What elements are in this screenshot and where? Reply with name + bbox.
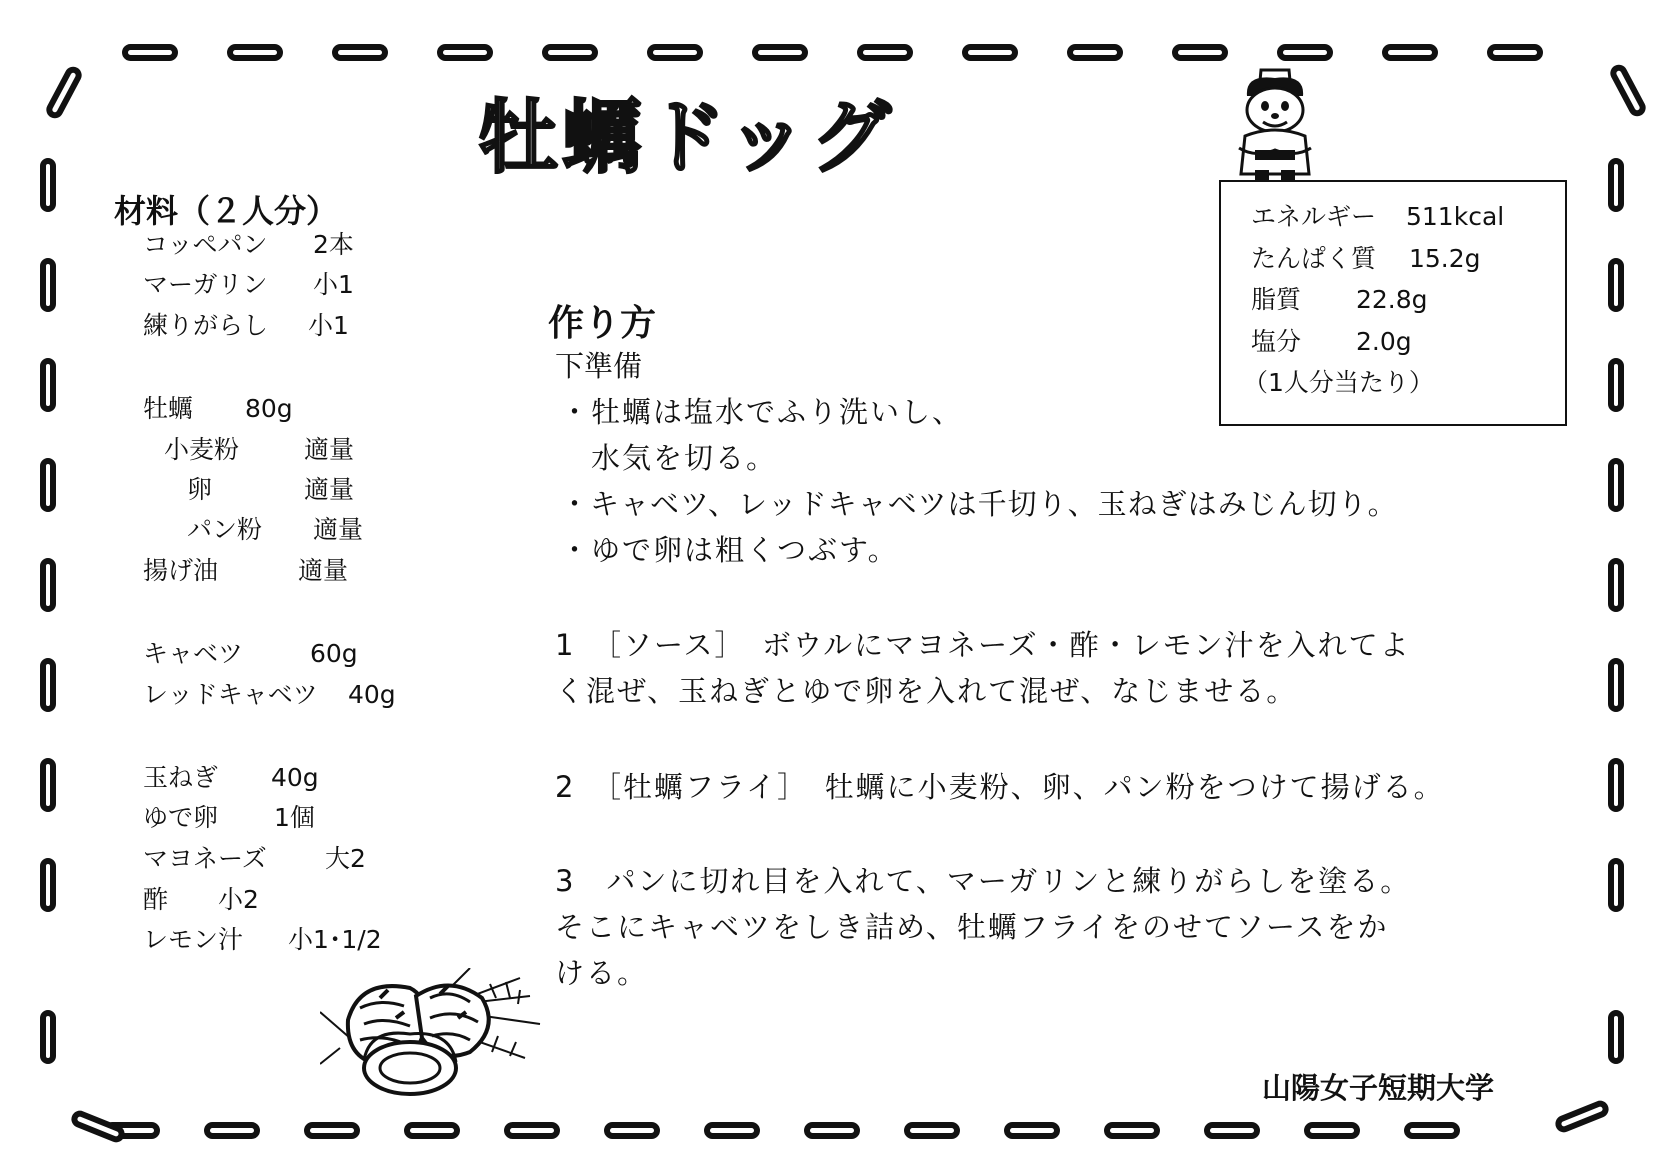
oyster-illustration [320, 968, 545, 1103]
prep-line: ・牡蠣は塩水でふり洗いし、 [560, 395, 964, 429]
ingredient-amount: 大2 [325, 844, 366, 873]
border-dash [1067, 44, 1123, 61]
border-dash [40, 758, 56, 812]
ingredient-amount: 1個 [274, 803, 315, 832]
border-corner-dash [1607, 62, 1648, 119]
ingredient-item [143, 556, 349, 585]
ingredient-item [187, 515, 364, 544]
border-dash [904, 1122, 960, 1139]
border-dash [304, 1122, 360, 1139]
ingredient-name: 揚げ油 [143, 556, 219, 585]
border-dash [40, 858, 56, 912]
step-line: 3 パンに切れ目を入れて、マーガリンと練りがらしを塗る。 [555, 864, 1412, 898]
ingredient-name: レモン汁 [143, 925, 244, 954]
border-dash [1204, 1122, 1260, 1139]
ingredients-heading: 材料（２人分） [114, 192, 339, 230]
border-dash [804, 1122, 860, 1139]
border-dash [857, 44, 913, 61]
nutrition-row [1251, 327, 1412, 356]
ingredient-item [143, 230, 354, 259]
nutrition-note: （1人分当たり） [1243, 368, 1434, 397]
border-dash [40, 658, 56, 712]
ingredient-item [143, 394, 293, 423]
ingredient-name: 卵 [187, 475, 213, 504]
border-dash [437, 44, 493, 61]
nutrition-row [1251, 202, 1505, 231]
border-dash [332, 44, 388, 61]
ingredient-item [143, 763, 319, 792]
step-line: 2 ［牡蠣フライ］ 牡蠣に小麦粉、卵、パン粉をつけて揚げる。 [555, 770, 1445, 804]
ingredient-name: 練りがらし [143, 311, 269, 340]
nutrition-label: 脂質 [1251, 285, 1302, 314]
ingredient-item [143, 885, 259, 914]
ingredient-amount: 2本 [313, 230, 354, 259]
border-dash [1608, 558, 1624, 612]
nutrition-value: 15.2g [1409, 244, 1481, 273]
border-dash [40, 358, 56, 412]
ingredient-amount: 小1 [308, 311, 349, 340]
nutrition-value: 511kcal [1406, 202, 1505, 231]
method-heading: 作り方 [548, 303, 657, 344]
ingredient-item [143, 639, 358, 668]
border-dash [504, 1122, 560, 1139]
recipe-title: 牡蠣ドッグ [478, 91, 895, 184]
ingredient-name: 酢 [143, 885, 169, 914]
border-dash [962, 44, 1018, 61]
border-corner-dash [69, 1108, 127, 1145]
ingredient-item [143, 803, 315, 832]
border-dash [1608, 458, 1624, 512]
ingredient-item [143, 844, 366, 873]
ingredient-name: 小麦粉 [164, 435, 240, 464]
ingredient-item [143, 680, 396, 709]
border-dash [1487, 44, 1543, 61]
ingredient-item [143, 925, 382, 954]
border-corner-dash [43, 64, 84, 121]
nutrition-label: エネルギー [1251, 202, 1377, 231]
ingredient-item [164, 435, 355, 464]
prep-line: ・ゆで卵は粗くつぶす。 [560, 533, 899, 567]
chef-mascot-illustration [1225, 66, 1325, 184]
step-line: 1 ［ソース］ ボウルにマヨネーズ・酢・レモン汁を入れてよ [555, 628, 1411, 662]
ingredient-name: ゆで卵 [143, 803, 219, 832]
nutrition-label: 塩分 [1251, 327, 1302, 356]
ingredient-amount: 適量 [298, 556, 349, 585]
nutrition-row [1251, 285, 1428, 314]
ingredient-name: 牡蠣 [143, 394, 194, 423]
ingredient-amount: 40g [348, 680, 396, 709]
border-dash [40, 558, 56, 612]
ingredient-amount: 小2 [218, 885, 259, 914]
border-dash [1172, 44, 1228, 61]
ingredient-amount: 小1･1/2 [288, 925, 382, 954]
border-dash [204, 1122, 260, 1139]
ingredient-name: キャベツ [143, 639, 244, 668]
border-dash [704, 1122, 760, 1139]
border-dash [1608, 158, 1624, 212]
border-dash [1608, 758, 1624, 812]
border-dash [1608, 858, 1624, 912]
border-dash [647, 44, 703, 61]
border-dash [1404, 1122, 1460, 1139]
ingredient-amount: 80g [245, 394, 293, 423]
nutrition-row [1251, 244, 1481, 273]
ingredient-amount: 40g [271, 763, 319, 792]
prep-line: 水気を切る。 [560, 441, 778, 475]
nutrition-label: たんぱく質 [1251, 244, 1377, 273]
border-dash [1104, 1122, 1160, 1139]
step-line: ける。 [555, 956, 649, 990]
border-dash [40, 458, 56, 512]
border-dash [40, 258, 56, 312]
border-dash [1608, 258, 1624, 312]
institution-name: 山陽女子短期大学 [1262, 1071, 1495, 1105]
border-dash [604, 1122, 660, 1139]
ingredient-name: マヨネーズ [143, 844, 267, 873]
border-dash [752, 44, 808, 61]
ingredient-item [143, 270, 354, 299]
ingredient-amount: 60g [310, 639, 358, 668]
prep-heading: 下準備 [555, 349, 643, 383]
border-dash [1304, 1122, 1360, 1139]
ingredient-name: レッドキャベツ [143, 680, 318, 709]
border-dash [1608, 658, 1624, 712]
border-dash [1608, 1010, 1624, 1064]
ingredient-amount: 適量 [304, 435, 355, 464]
border-dash [1277, 44, 1333, 61]
nutrition-box [1219, 180, 1567, 426]
ingredient-item [143, 311, 349, 340]
border-dash [40, 158, 56, 212]
border-dash [40, 1010, 56, 1064]
step-line: そこにキャベツをしき詰め、牡蠣フライをのせてソースをか [555, 910, 1389, 944]
ingredient-name: コッペパン [143, 230, 268, 259]
prep-line: ・キャベツ、レッドキャベツは千切り、玉ねぎはみじん切り。 [560, 487, 1398, 521]
border-dash [404, 1122, 460, 1139]
border-dash [227, 44, 283, 61]
ingredient-item [187, 475, 355, 504]
border-dash [542, 44, 598, 61]
ingredient-name: 玉ねぎ [143, 763, 219, 792]
border-dash [122, 44, 178, 61]
border-dash [1382, 44, 1438, 61]
ingredient-amount: 適量 [304, 475, 355, 504]
ingredient-amount: 適量 [313, 515, 364, 544]
border-corner-dash [1553, 1098, 1611, 1135]
ingredient-name: パン粉 [187, 515, 263, 544]
step-line: く混ぜ、玉ねぎとゆで卵を入れて混ぜ、なじませる。 [555, 674, 1298, 708]
ingredient-amount: 小1 [313, 270, 354, 299]
border-dash [1004, 1122, 1060, 1139]
ingredient-name: マーガリン [143, 270, 268, 299]
nutrition-value: 22.8g [1356, 285, 1428, 314]
border-dash [1608, 358, 1624, 412]
nutrition-value: 2.0g [1356, 327, 1412, 356]
